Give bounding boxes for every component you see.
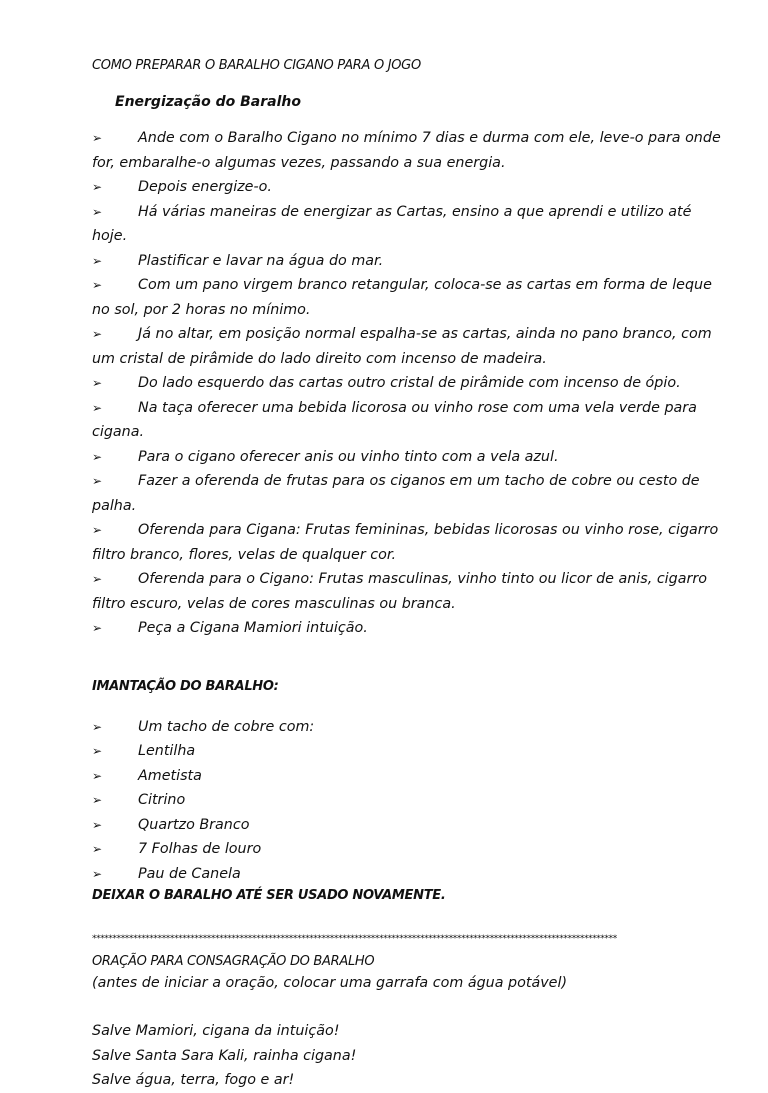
list-item: ➢ Lentilha	[92, 739, 722, 764]
document-body	[92, 56, 722, 1093]
arrow-bullet-icon: ➢	[92, 253, 103, 268]
list-item: ➢ Há várias maneiras de energizar as Cartas, ensino a que aprendi e utilizo até hoje.	[92, 200, 722, 249]
section-heading-imantacao: IMANTAÇÃO DO BARALHO:	[92, 678, 279, 694]
list-item: ➢ Um tacho de cobre com:	[92, 715, 722, 740]
arrow-bullet-icon: ➢	[92, 400, 103, 415]
list-item: ➢ Depois energize-o.	[92, 175, 722, 200]
prayer-lines	[92, 1019, 722, 1093]
list-item: ➢ Ande com o Baralho Cigano no mínimo 7 dias e durma com ele, leve-o para onde for, embaralhe-o algumas vezes, passando a sua energia.	[92, 126, 722, 175]
imantacao-item-list	[92, 715, 722, 887]
imantacao-footer-note: DEIXAR O BARALHO ATÉ SER USADO NOVAMENTE.	[92, 888, 446, 903]
arrow-bullet-icon: ➢	[92, 866, 103, 881]
arrow-bullet-icon: ➢	[92, 793, 103, 807]
oracao-note: (antes de iniciar a oração, colocar uma garrafa com água potável)	[92, 975, 568, 991]
prayer-line: Salve Mamiori, cigana da intuição!	[92, 1023, 340, 1039]
arrow-bullet-icon: ➢	[92, 327, 103, 341]
arrow-bullet-icon: ➢	[92, 523, 103, 537]
list-item: ➢ Plastificar e lavar na água do mar.	[92, 249, 722, 274]
arrow-bullet-icon: ➢	[92, 768, 103, 783]
list-item: ➢ Do lado esquerdo das cartas outro cristal de pirâmide com incenso de ópio.	[92, 371, 722, 396]
arrow-bullet-icon: ➢	[92, 180, 103, 194]
list-item: ➢ Com um pano virgem branco retangular, coloca-se as cartas em forma de leque no sol, por 2 horas no mínimo.	[92, 273, 722, 322]
arrow-bullet-icon: ➢	[92, 817, 103, 832]
list-item: ➢ Na taça oferecer uma bebida licorosa ou vinho rose com uma vela verde para cigana.	[92, 396, 722, 445]
arrow-bullet-icon: ➢	[92, 744, 103, 758]
arrow-bullet-icon: ➢	[92, 621, 103, 635]
arrow-bullet-icon: ➢	[92, 449, 103, 464]
list-item: ➢ 7 Folhas de louro	[92, 837, 722, 862]
separator-line: ********************************************************************************************************************************	[92, 934, 617, 944]
document-title: COMO PREPARAR O BARALHO CIGANO PARA O JOGO	[92, 58, 421, 73]
list-item: ➢ Pau de Canela	[92, 862, 722, 887]
arrow-bullet-icon: ➢	[92, 474, 103, 488]
energizacao-bullet-list	[92, 126, 722, 641]
list-item: ➢ Oferenda para Cigana: Frutas femininas, bebidas licorosas ou vinho rose, cigarro filtro branco, flores, velas de qualquer cor.	[92, 518, 722, 567]
section-heading-energizacao: Energização do Baralho	[115, 94, 301, 110]
list-item: ➢ Oferenda para o Cigano: Frutas masculinas, vinho tinto ou licor de anis, cigarro filtro escuro, velas de cores masculinas ou branca.	[92, 567, 722, 616]
arrow-bullet-icon: ➢	[92, 719, 103, 734]
list-item: ➢ Para o cigano oferecer anis ou vinho tinto com a vela azul.	[92, 445, 722, 470]
list-item: ➢ Peça a Cigana Mamiori intuição.	[92, 616, 722, 641]
list-item: ➢ Citrino	[92, 788, 722, 813]
arrow-bullet-icon: ➢	[92, 572, 103, 586]
arrow-bullet-icon: ➢	[92, 376, 103, 390]
list-item: ➢ Ametista	[92, 764, 722, 789]
list-item: ➢ Quartzo Branco	[92, 813, 722, 838]
section-heading-oracao: ORAÇÃO PARA CONSAGRAÇÃO DO BARALHO	[92, 954, 375, 969]
list-item: ➢ Já no altar, em posição normal espalha-se as cartas, ainda no pano branco, com um cristal de pirâmide do lado direito com incenso de madeira.	[92, 322, 722, 371]
list-item: ➢ Fazer a oferenda de frutas para os ciganos em um tacho de cobre ou cesto de palha.	[92, 469, 722, 518]
arrow-bullet-icon: ➢	[92, 131, 103, 145]
prayer-line: Salve água, terra, fogo e ar!	[92, 1072, 295, 1088]
arrow-bullet-icon: ➢	[92, 842, 103, 856]
arrow-bullet-icon: ➢	[92, 204, 103, 219]
prayer-line: Salve Santa Sara Kali, rainha cigana!	[92, 1047, 357, 1064]
arrow-bullet-icon: ➢	[92, 278, 103, 292]
